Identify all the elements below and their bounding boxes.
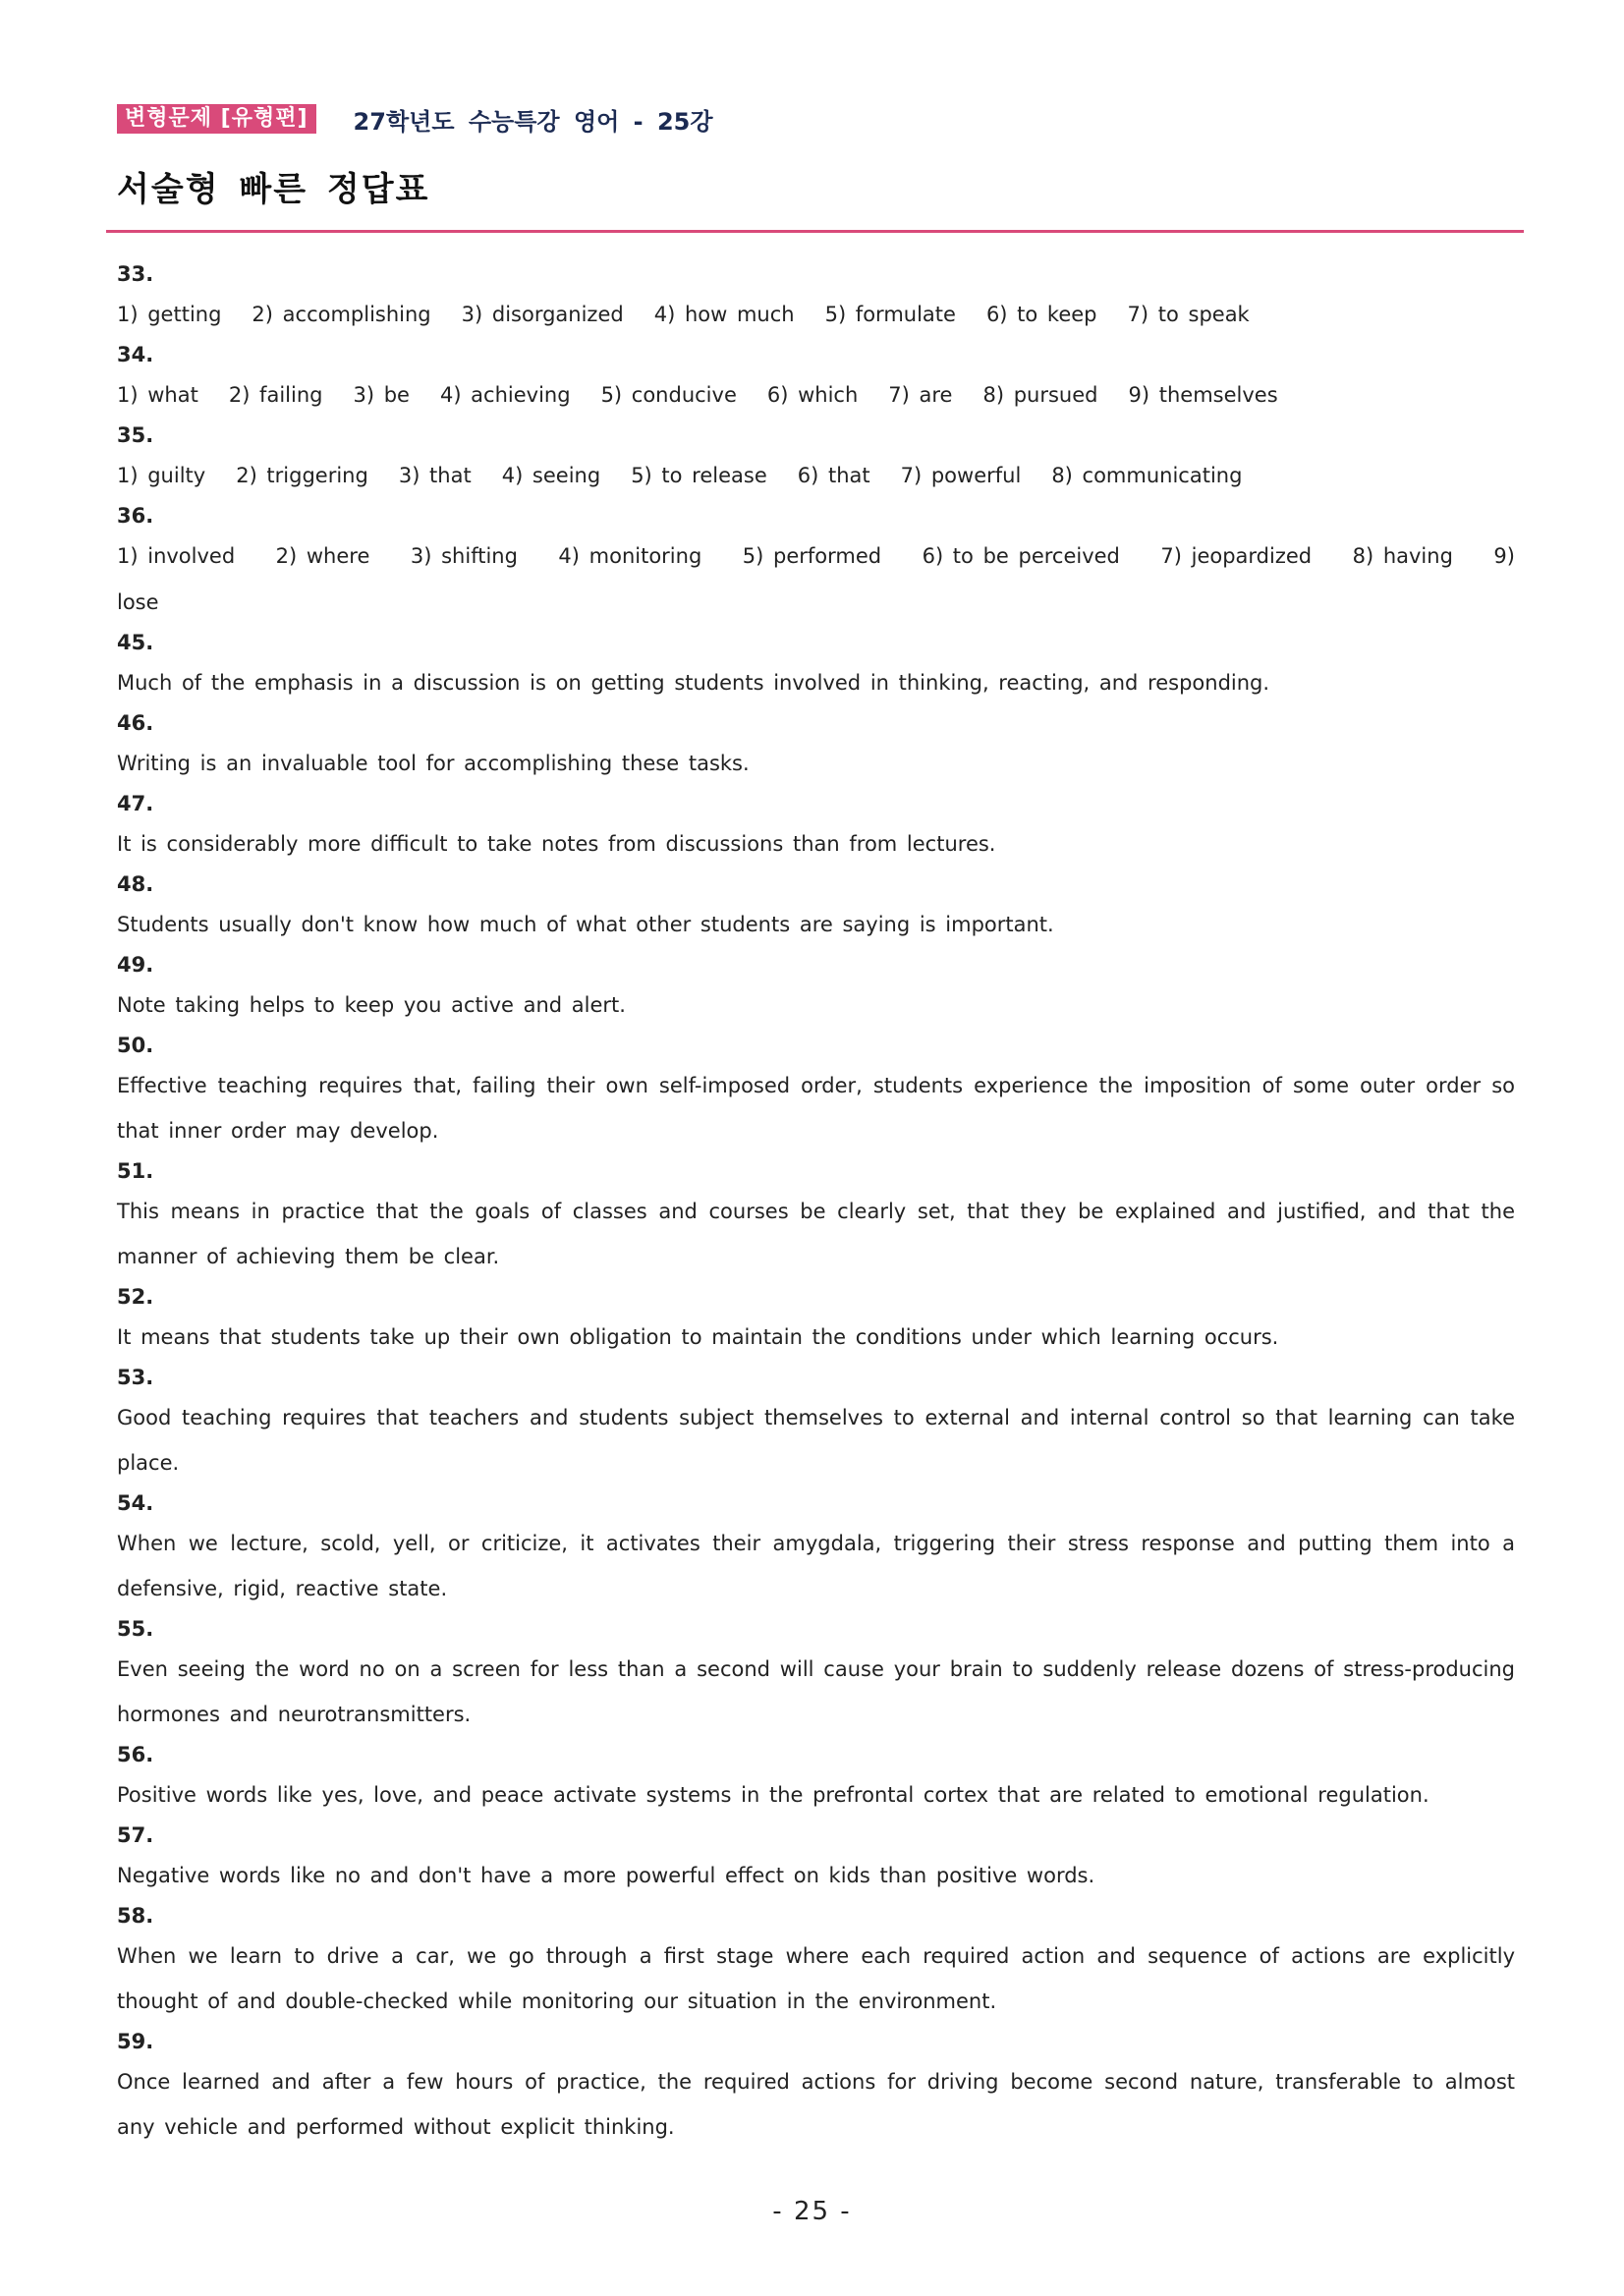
header-title: 27학년도 수능특강 영어 - 25강 (353, 107, 713, 136)
question-number: 52. (117, 1285, 154, 1309)
blank-answer: 1) getting (117, 303, 222, 326)
answer-item (117, 2025, 1515, 2150)
category-badge: 변형문제 [유형편] (117, 104, 316, 134)
answer-item (117, 1819, 1515, 1898)
answer-item (117, 787, 1515, 867)
answer-sentence: Writing is an invaluable tool for accomplishing these tasks. (117, 752, 750, 775)
answer-item (117, 419, 1515, 498)
answer-sentence: When we learn to drive a car, we go through a first stage where each required action and sequence of actions are explicitly thought of and double-checked while monitoring our situation in the environment. (117, 1944, 1515, 2013)
question-number: 50. (117, 1034, 154, 1057)
blank-answer: 1) guilty (117, 464, 206, 487)
blank-answer: 4) seeing (501, 464, 601, 487)
blank-answer: 9) themselves (1128, 383, 1278, 407)
blank-answer: 8) having (1352, 544, 1453, 568)
answer-item (117, 338, 1515, 418)
answer-sentence: Negative words like no and don't have a more powerful effect on kids than positive words. (117, 1864, 1095, 1887)
question-number: 34. (117, 343, 154, 366)
answer-sentence: Much of the emphasis in a discussion is on getting students involved in thinking, reacting, and responding. (117, 671, 1270, 695)
question-number: 33. (117, 262, 154, 286)
answer-item (117, 1280, 1515, 1360)
answer-sentence: Effective teaching requires that, failing their own self-imposed order, students experience the imposition of some outer order so that inner order may develop. (117, 1074, 1515, 1143)
answer-sentence: It means that students take up their own obligation to maintain the conditions under which learning occurs. (117, 1325, 1279, 1349)
question-number: 55. (117, 1617, 154, 1641)
page-title: 서술형 빠른 정답표 (117, 170, 430, 209)
blank-answer: 2) failing (228, 383, 323, 407)
question-number: 56. (117, 1743, 154, 1766)
answer-list (117, 257, 1515, 2151)
blank-answers (117, 292, 1515, 337)
blank-answer: 8) pursued (982, 383, 1098, 407)
question-number: 47. (117, 792, 154, 815)
question-number: 35. (117, 423, 154, 447)
page-number: - 25 - (772, 2197, 852, 2226)
blank-answer: 6) to be perceived (922, 544, 1120, 568)
blank-answer: 2) where (275, 544, 370, 568)
blank-answer: 4) achieving (439, 383, 571, 407)
answer-item (117, 706, 1515, 786)
question-number: 36. (117, 504, 154, 528)
blank-answer: 5) formulate (824, 303, 956, 326)
answer-item (117, 948, 1515, 1028)
blank-answer: 6) which (766, 383, 859, 407)
blank-answer: 5) to release (631, 464, 767, 487)
answer-sentence: Even seeing the word no on a screen for less than a second will cause your brain to suddenly release dozens of stress-producing hormones and neurotransmitters. (117, 1657, 1515, 1726)
answer-item (117, 626, 1515, 705)
blank-answer: 3) be (353, 383, 410, 407)
answer-sentence: When we lecture, scold, yell, or criticize, it activates their amygdala, triggering their stress response and putting them into a defensive, rigid, reactive state. (117, 1532, 1515, 1600)
blank-answer: 3) shifting (410, 544, 518, 568)
answer-item (117, 1029, 1515, 1153)
blank-answer: 7) are (888, 383, 953, 407)
question-number: 51. (117, 1159, 154, 1183)
answer-item (117, 499, 1515, 625)
answer-sentence: Once learned and after a few hours of practice, the required actions for driving become second nature, transferable to almost any vehicle and performed without explicit thinking. (117, 2070, 1515, 2139)
answer-sentence: Note taking helps to keep you active and alert. (117, 993, 626, 1017)
blank-answer-overflow: lose (117, 590, 159, 614)
blank-answers (117, 372, 1515, 418)
blank-answer: 9) (1493, 544, 1515, 568)
blank-answer: 3) that (398, 464, 472, 487)
blank-answer: 2) triggering (236, 464, 368, 487)
answer-sentence: It is considerably more difficult to take notes from discussions than from lectures. (117, 832, 996, 856)
question-number: 46. (117, 711, 154, 735)
page-header (117, 104, 713, 134)
answer-sentence: Positive words like yes, love, and peace activate systems in the prefrontal cortex that are related to emotional regulation. (117, 1783, 1429, 1807)
title-divider (106, 230, 1524, 233)
blank-answers (117, 453, 1515, 498)
answer-item (117, 1154, 1515, 1279)
answer-item (117, 1899, 1515, 2024)
question-number: 45. (117, 631, 154, 654)
answer-item (117, 1486, 1515, 1611)
blank-answer: 7) powerful (900, 464, 1022, 487)
answer-sentence: This means in practice that the goals of classes and courses be clearly set, that they be explained and justified, and that the manner of achieving them be clear. (117, 1200, 1515, 1268)
question-number: 59. (117, 2030, 154, 2053)
blank-answers (117, 533, 1515, 579)
blank-answer: 4) how much (653, 303, 795, 326)
blank-answer: 3) disorganized (461, 303, 624, 326)
blank-answer: 7) to speak (1127, 303, 1250, 326)
blank-answer: 5) conducive (600, 383, 737, 407)
answer-item (117, 1361, 1515, 1485)
answer-item (117, 257, 1515, 337)
answer-item (117, 868, 1515, 947)
question-number: 48. (117, 872, 154, 896)
answer-sentence: Good teaching requires that teachers and students subject themselves to external and internal control so that learning can take place. (117, 1406, 1515, 1475)
blank-answer: 4) monitoring (558, 544, 702, 568)
answer-item (117, 1612, 1515, 1737)
answer-sentence: Students usually don't know how much of what other students are saying is important. (117, 913, 1054, 936)
blank-answer: 5) performed (742, 544, 882, 568)
blank-answer: 6) that (797, 464, 870, 487)
blank-answer: 6) to keep (985, 303, 1097, 326)
question-number: 58. (117, 1904, 154, 1928)
blank-answer: 2) accomplishing (252, 303, 431, 326)
question-number: 54. (117, 1491, 154, 1515)
question-number: 57. (117, 1823, 154, 1847)
blank-answer: 8) communicating (1051, 464, 1243, 487)
blank-answer: 1) involved (117, 544, 236, 568)
answer-item (117, 1738, 1515, 1818)
question-number: 49. (117, 953, 154, 977)
blank-answer: 1) what (117, 383, 198, 407)
blank-answer: 7) jeopardized (1160, 544, 1313, 568)
question-number: 53. (117, 1366, 154, 1389)
